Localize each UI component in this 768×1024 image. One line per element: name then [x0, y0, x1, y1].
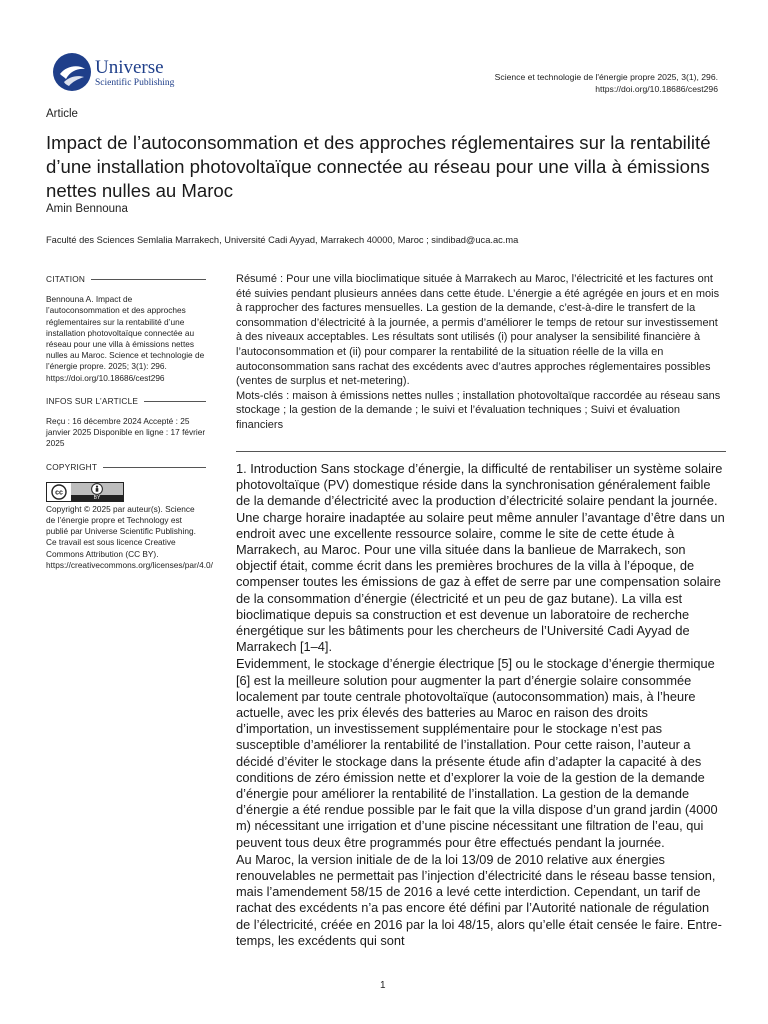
- citation-heading: [46, 274, 206, 285]
- creative-commons-icon: [51, 484, 67, 500]
- citation-section: [46, 274, 206, 384]
- article-info-section: [46, 396, 206, 450]
- heading-divider: [91, 279, 206, 280]
- journal-reference: [495, 71, 718, 95]
- citation-text: Bennouna A. Impact de l’autoconsommation et des approches réglementaires sur la rentabilité d’une installation photovoltaïque connectée au réseau pour une villa à émissions nettes nulles au Maroc. Science et technologie de l’énergie propre. 2025; 3(1): 296. https://doi.org/10.18686/cest296: [46, 294, 205, 383]
- page-number: 1: [380, 980, 386, 991]
- svg-text:cc: cc: [55, 489, 63, 497]
- introduction-paragraph-3: Au Maroc, la version initiale de de la loi 13/09 de 2010 relative aux énergies renouvelables ne permettait pas l’injection d’électricité dans le réseau basse tension, mais l’amendement 58/15 de 2016 a levé cette interdiction. Cependant, un tarif de rachat des excédents n’a pas encore été défini par l’Autorité nationale de régulation de l’électricité, créée en 2016 par la loi 48/15, alors qu’elle était censée le faire. Entre-temps, les excédents qui sont: [236, 851, 722, 948]
- journal-doi-link[interactable]: https://doi.org/10.18686/cest296: [595, 84, 718, 94]
- publisher-logo: [52, 52, 202, 94]
- abstract-summary: Résumé : Pour une villa bioclimatique située à Marrakech au Maroc, l’électricité et les factures ont été suivies pendant plusieurs années dans cette étude. L’énergie a été agrégée en jours et en mois à rapprocher des factures mensuelles. La gestion de la demande, c’est-à-dire le transfert de la consommation d’électricité à la journée, a permis d’améliorer le temps de retour sur investissement à des niveaux acceptables. Les résultats sont utilisés (i) pour analyser la sensibilité financière à l’autoconsommation et (ii) pour comparer la rentabilité de la situation réelle de la villa en autoconsommation sans rachat des excédents avec d’autres approches réglementaires possibles (ventes de surplus et net-metering).: [236, 273, 720, 388]
- journal-citation: Science et technologie de l'énergie propre 2025, 3(1), 296.: [494, 72, 718, 82]
- abstract-divider: [236, 451, 726, 452]
- keywords: Mots-clés : maison à émissions nettes nulles ; installation photovoltaïque raccordée au réseau sans stockage ; la gestion de la demande ; le suivi et l’évaluation techniques ; Suivi et évaluation financiers: [236, 389, 721, 431]
- person-attribution-icon: [91, 483, 103, 495]
- article-info-heading-label: INFOS SUR L’ARTICLE: [46, 395, 139, 406]
- copyright-section: [46, 461, 213, 571]
- author-affiliation: Faculté des Sciences Semlalia Marrakech, Université Cadi Ayyad, Marrakech 40000, Maroc ; sindibad@uca.ac.ma: [46, 235, 519, 245]
- author-name: Amin Bennouna: [46, 203, 128, 215]
- body-text: [236, 461, 726, 950]
- heading-divider: [103, 467, 206, 468]
- article-dates: Reçu : 16 décembre 2024 Accepté : 25 janvier 2025 Disponible en ligne : 17 février 2025: [46, 416, 206, 449]
- citation-heading-label: CITATION: [46, 274, 86, 284]
- article-info-heading: [46, 396, 206, 407]
- cc-by-license-badge[interactable]: [46, 482, 124, 502]
- universe-globe-logo-icon: [52, 52, 92, 92]
- copyright-heading-label: COPYRIGHT: [46, 461, 98, 472]
- attribution-icon-block: [71, 483, 123, 501]
- article-sidebar: [46, 274, 213, 583]
- introduction-paragraph-2: Evidemment, le stockage d’énergie électrique [5] ou le stockage d’énergie thermique [6] est la meilleure solution pour augmenter la part d’énergie solaire consommée localement par toute centrale photovoltaïque (autoconsommation) mais, à l’heure actuelle, avec les prix élevés des batteries au Maroc en raison des droits d’importation, un investissement supplémentaire pour le stockage n’est pas susceptible d’améliorer la rentabilité de l’installation. Pour cette raison, l’auteur a décidé d’éviter le stockage dans la présente étude afin d’adapter la capacité à des conditions de zéro émission nette et d’explorer la voie de la gestion de la demande d’énergie pour améliorer la rentabilité de l’installation. La gestion de la demande d’énergie a été rendue possible par le fait que la villa dispose d’un grand jardin (4000 m) nécessitant une irrigation et d’une piscine nécessitant une filtration de l’eau, qui peuvent tous deux être programmés pour être effectués pendant la journée.: [236, 656, 718, 850]
- heading-divider: [144, 401, 206, 402]
- abstract-section: [236, 272, 726, 433]
- copyright-text: Copyright © 2025 par auteur(s). Science de l’énergie propre et Technology est publié par Universe Scientific Publishing. Ce travail est sous licence Creative Commons Attribution (CC BY). https://creativecommons.org/licenses/par/4.0/: [46, 503, 213, 570]
- copyright-heading: [46, 462, 206, 473]
- introduction-paragraph-1: 1. Introduction Sans stockage d’énergie, la difficulté de rentabiliser un système solaire photovoltaïque (PV) domestique réside dans la synchronisation généralement faible de la demande d’électricité avec la production d’électricité solaire pendant la journée. Une charge horaire inadaptée au solaire peut même annuler l’avantage d’être dans un endroit avec une excellente ressource solaire, comme le site de cette étude à Marrakech, au Maroc. Pour une villa située dans la banlieue de Marrakech, son objectif était, comme écrit dans les premières brochures de la villa à l’époque, de compenser toutes les émissions de gaz à effet de serre par une compensation solaire de la consommation d’énergie (électricité et un peu de gaz butane). La villa est bioclimatique depuis sa construction et est devenue un laboratoire de recherche énergétique sur les bâtiments pour les chercheurs de l’Université Cadi Ayyad de Marrakech [1–4].: [236, 461, 725, 655]
- article-type: Article: [46, 108, 78, 120]
- publisher-subtitle: Scientific Publishing: [95, 78, 175, 88]
- publisher-name: Universe: [95, 57, 164, 78]
- cc-icon: [47, 483, 71, 501]
- cc-by-label: BY: [71, 495, 123, 501]
- paper-title: Impact de l’autoconsommation et des approches réglementaires sur la rentabilité d’une installation photovoltaïque connectée au réseau pour une villa à émissions nettes nulles au Maroc: [46, 132, 711, 201]
